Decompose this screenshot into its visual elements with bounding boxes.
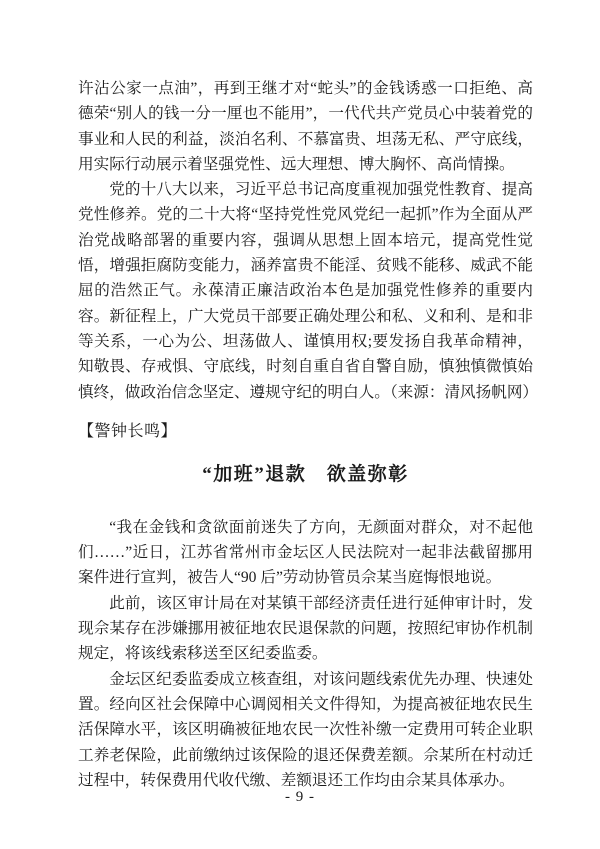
paragraph: 金坛区纪委监委成立核查组，对该问题线索优先办理、快速处置。经向区社会保障中心调阅相关文件得知，为提高被征地农民生活保障水平，该区明确被征地农民一次性补缴一定费用可转企业职工养老保险，此前缴纳过该保险的退还保费差额。佘某所在村动迁过程中，转保费用代收代缴、差额退还工作均由佘某具体承办。 <box>78 670 533 789</box>
article-title: “加班”退款 欲盖弥彰 <box>202 463 409 485</box>
paragraph-continued: 许沾公家一点油”，再到王继才对“蛇头”的金钱诱惑一口拒绝、高德荣“别人的钱一分一厘也不能用”，一代代共产党员心中装着党的事业和人民的利益，淡泊名利、不慕富贵、坦荡无私、严守底线，用实际行动展示着坚强党性、远大理想、博大胸怀、高尚情操。 <box>78 80 533 173</box>
paragraph: 此前，该区审计局在对某镇干部经济责任进行延伸审计时，发现佘某存在涉嫌挪用被征地农民退保款的问题，按照纪审协作机制规定，将该线索移送至区纪委监委。 <box>78 594 533 663</box>
paragraph: “我在金钱和贪欲面前迷失了方向，无颜面对群众，对不起他们……”近日，江苏省常州市金坛区人民法院对一起非法截留挪用案件进行宣判，被告人“90 后”劳动协管员佘某当庭悔恨地说。 <box>78 518 533 587</box>
article-body <box>78 515 533 793</box>
page-number: - 9 - <box>285 789 315 805</box>
paragraph: 党的十八大以来，习近平总书记高度重视加强党性教育、提高党性修养。党的二十大将“坚持党性党风党纪一起抓”作为全面从严治党战略部署的重要内容，强调从思想上固本培元，提高党性觉悟，增强拒腐防变能力，涵养富贵不能淫、贫贱不能移、威武不能屈的浩然正气。永葆清正廉洁政治本色是加强党性修养的重要内容。新征程上，广大党员干部要正确处理公和私、义和利、是和非等关系，一心为公、坦荡做人、谨慎用权;要发扬自我革命精神，知敬畏、存戒惧、守底线，时刻自重自省自警自励，慎独慎微慎始慎终，做政治信念坚定、遵规守纪的明白人。（来源：清风扬帆网） <box>78 181 539 401</box>
section-header: 【警钟长鸣】 <box>78 422 178 440</box>
